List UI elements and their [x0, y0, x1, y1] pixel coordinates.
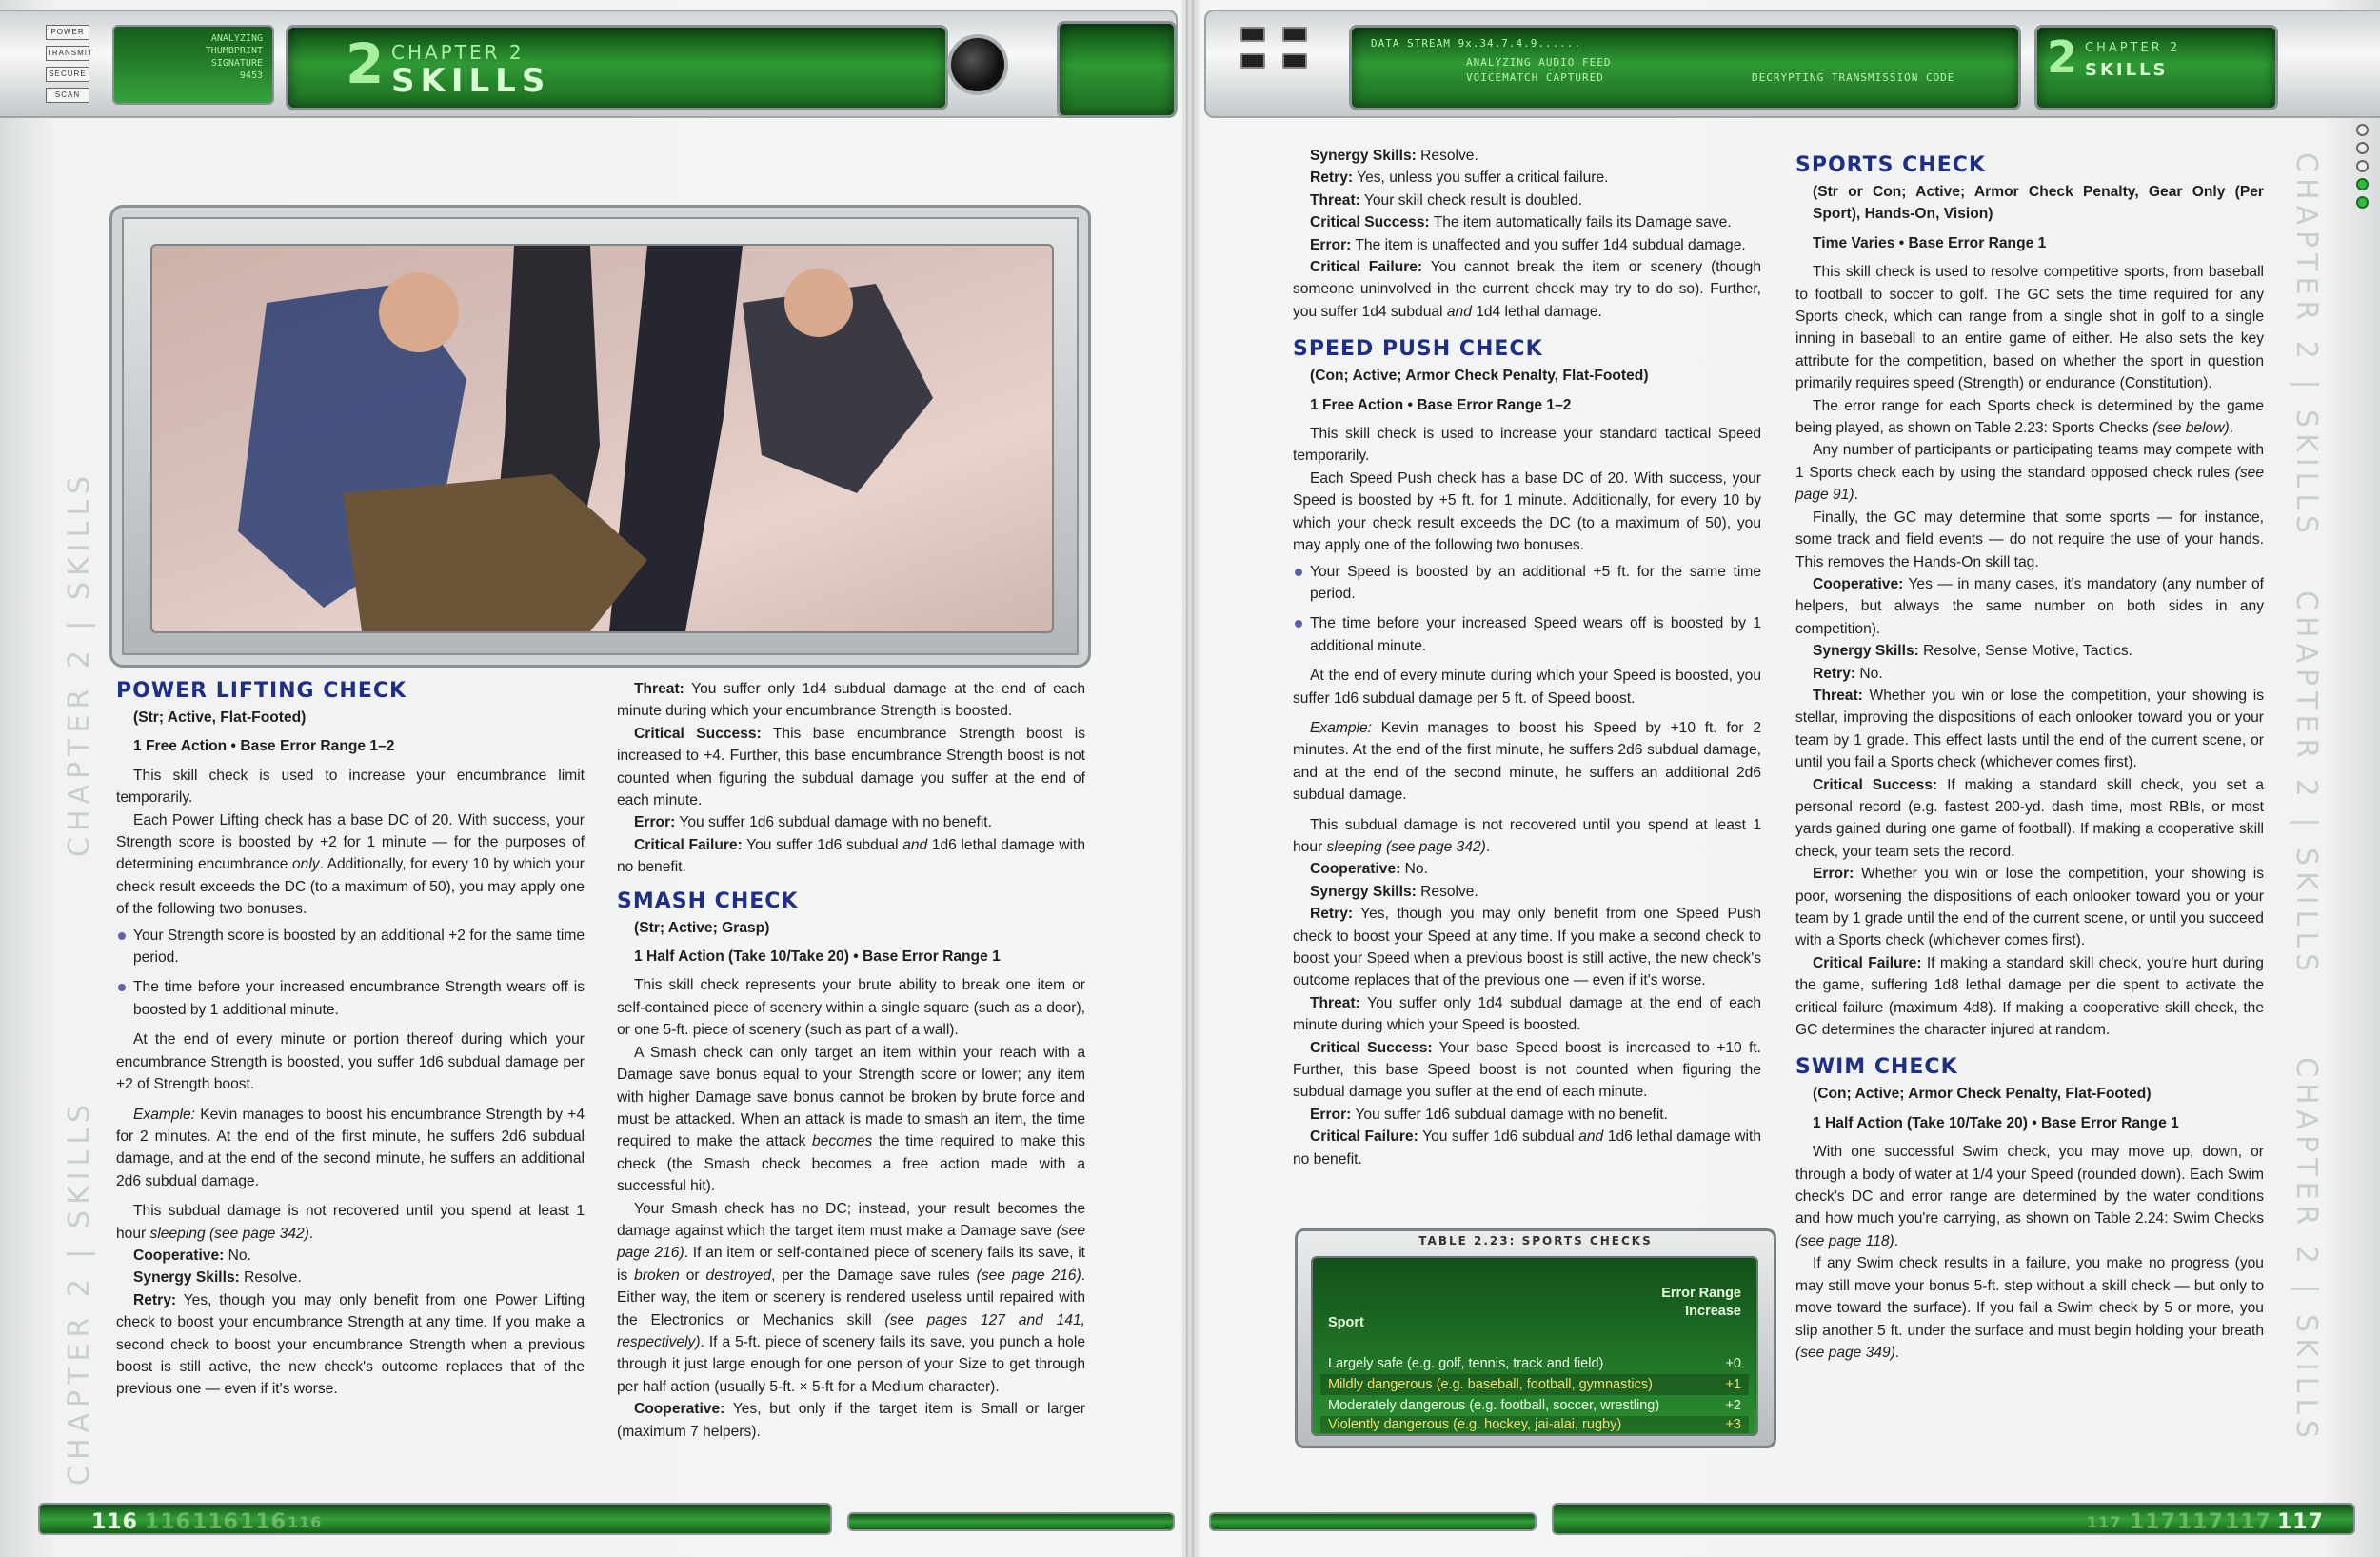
paragraph: Each Power Lifting check has a base DC of 20. With success, your Strength score is boosted by +2 for 1 minute — for the purposes of determining encumbrance only. Additionally, for every 10 by which your check result exceeds the DC (to a maximum of 50), you may apply one of the following two bonuses. — [116, 811, 585, 918]
error-line: Error: You suffer 1d6 subdual damage with no benefit. — [634, 814, 992, 831]
critical-failure-line: Critical Failure: You suffer 1d6 subdual and 1d6 lethal damage with no benefit. — [1293, 1128, 1761, 1168]
paragraph: Each Speed Push check has a base DC of 20. With success, your Speed is boosted by +5 ft. for 1 minute. Additionally, for every 10 by which your check result exceeds the DC (to a maximum of 50), you may apply one of the following two bonuses. — [1293, 469, 1761, 554]
left-chapter-banner — [286, 25, 948, 110]
table-body — [1311, 1256, 1758, 1436]
lens-icon — [947, 34, 1008, 95]
sports-tags: (Str or Con; Active; Armor Check Penalty, Gear Only (Per Sport), Hands-On, Vision) — [1813, 184, 2264, 223]
port-icon — [1282, 53, 1307, 69]
port-icon — [1240, 53, 1265, 69]
retry-line: Retry: Yes, though you may only benefit from one Speed Push check to boost your Speed at any time. If you make a second check to boost your Speed when a previous boost is still active, the new check's outcome replaces that of the previous one — even if it's worse. — [1293, 906, 1761, 989]
list-item: The time before your increased encumbrance Strength wears off is boosted by 1 additional minute. — [116, 976, 585, 1021]
page-number: 116 — [91, 1510, 138, 1534]
table-row: Violently dangerous (e.g. hockey, jai-alai, rugby) +3 — [1320, 1416, 1749, 1433]
status-lights — [2353, 124, 2370, 214]
illustration — [150, 244, 1054, 633]
paragraph: This skill check is used to increase your standard tactical Speed temporarily. — [1293, 426, 1761, 465]
swim-heading: SWIM CHECK — [1795, 1055, 1958, 1080]
cooperative-line: Cooperative: Yes, but only if the target item is Small or larger (maximum 7 helpers). — [617, 1401, 1085, 1440]
left-side-text: CHAPTER 2 | SKILLS — [63, 1098, 96, 1486]
page-number: 117 — [2277, 1510, 2324, 1534]
right-side-text: CHAPTER 2 | SKILLS — [2290, 590, 2323, 978]
right-page-bar — [1552, 1503, 2355, 1535]
port-icon — [1282, 27, 1307, 42]
power-lifting-tags: (Str; Active, Flat-Footed) — [133, 709, 307, 726]
status-light — [2356, 142, 2369, 154]
column-1 — [116, 678, 585, 1401]
scan-line-1: ANALYZING — [210, 33, 263, 44]
paragraph: With one successful Swim check, you may move up, down, or through a body of water at 1/4 your Speed (rounded down). Each Swim check's DC and error range are determined by the water conditions and how much you're carrying, as shown on Table 2.24: Swim Checks (see page 118). — [1795, 1144, 2264, 1249]
critical-failure-line: Critical Failure: You cannot break the item or scenery (though someone uninvolved in the current check may try to do so). Further, you suffer 1d4 subdual and 1d4 lethal damage. — [1293, 259, 1761, 320]
threat-line: Threat: You suffer only 1d4 subdual damage at the end of each minute during which your encumbrance Strength is boosted. — [617, 681, 1085, 720]
port-icon — [1240, 27, 1265, 42]
scan-line-3: SIGNATURE — [210, 58, 263, 69]
scan-line-2: THUMBPRINT — [205, 46, 263, 56]
threat-line: Threat: Your skill check result is doubled. — [1310, 191, 1583, 209]
status-light — [2356, 196, 2369, 209]
speed-push-tags: (Con; Active; Armor Check Penalty, Flat-Footed) — [1310, 368, 1649, 385]
threat-line: Threat: Whether you win or lose the competition, your showing is stellar, improving the dispositions of each onlooker toward you or your team by 1 grade. This effect lasts until the end of the current scene, or until you fail a Sports check (whichever comes first). — [1795, 687, 2264, 771]
chapter-number: 2 — [2047, 31, 2078, 83]
sports-checks-table — [1295, 1228, 1776, 1448]
critical-failure-line: Critical Failure: If making a standard skill check, you're hurt during the game, suffering 1d8 lethal damage per die spent to activate the critical failure (maximum 4d8). If making a cooperative skill check, the GC determines the character injured at random. — [1795, 954, 2264, 1039]
retry-line: Retry: Yes, unless you suffer a critical failure. — [1310, 170, 1609, 187]
chapter-title: SKILLS — [2085, 60, 2169, 80]
critical-success-line: Critical Success: If making a standard skill check, you set a personal record (e.g. fastest 200-yd. dash time, most RBIs, or most yards gained during one game of football). If making a cooperative skill check, your team sets the record. — [1795, 776, 2264, 860]
list-item: Your Strength score is boosted by an additional +2 for the same time period. — [116, 925, 585, 969]
scan-line-4: 9453 — [239, 70, 263, 81]
left-page-bar — [38, 1503, 832, 1535]
status-light — [2356, 124, 2369, 136]
paragraph: Your Smash check has no DC; instead, your result becomes the damage against which the target item must make a Damage save (see page 216). If an item or self-contained piece of scenery fails its save, it is broken or destroyed, per the Damage save rules (see page 216). Either way, the item or scenery is rendered useless until repaired with the Electronics or Mechanics skill (see pages 127 and 141, respectively). If a 5-ft. piece of scenery fails its save, you punch a hole through it just large enough for one person of your Size to get through per half action (usually 5-ft. × 5-ft for a Medium character). — [617, 1200, 1086, 1395]
critical-failure-line: Critical Failure: You suffer 1d6 subdual and 1d6 lethal damage with no benefit. — [617, 836, 1085, 876]
portrait-screen — [1057, 21, 1177, 118]
synergy-line: Synergy Skills: Resolve. — [1310, 883, 1478, 900]
data-stream-banner — [1349, 25, 2021, 110]
error-line: Error: The item is unaffected and you suffer 1d4 subdual damage. — [1310, 236, 1746, 253]
page-number-echo: 117 — [2130, 1510, 2176, 1534]
stream-line-1: DATA STREAM 9x.34.7.4.9...... — [1371, 37, 1582, 50]
stream-line-4: DECRYPTING TRANSMISSION CODE — [1752, 71, 1955, 84]
sports-action: Time Varies • Base Error Range 1 — [1813, 234, 2047, 251]
column-header-sport: Sport — [1328, 1315, 1364, 1330]
critical-success-line: Critical Success: Your base Speed boost is increased to +10 ft. Further, this base Speed boost is not counted when figuring the subdual damage you suffer at the end of each minute. — [1293, 1039, 1761, 1101]
paragraph: Finally, the GC may determine that some sports — for instance, some track and field events — do not require the use of your hands. This removes the Hands-On skill tag. — [1795, 509, 2264, 570]
chapter-number: 2 — [346, 31, 385, 96]
stream-line-2: ANALYZING AUDIO FEED — [1466, 56, 1612, 69]
chapter-label: CHAPTER 2 — [391, 41, 525, 64]
synergy-line: Synergy Skills: Resolve. — [1310, 148, 1478, 164]
status-light — [2356, 178, 2369, 190]
bonus-list — [116, 925, 585, 1022]
synergy-line: Synergy Skills: Resolve, Sense Motive, Tactics. — [1813, 643, 2132, 660]
power-lifting-heading: POWER LIFTING CHECK — [116, 679, 407, 703]
cooperative-line: Cooperative: Yes — in many cases, it's mandatory (any number of helpers, but always the same number on both sides in any competition). — [1795, 575, 2264, 637]
page-number-echo: 117 — [2177, 1510, 2224, 1534]
status-light — [2356, 160, 2369, 172]
critical-success-line: Critical Success: This base encumbrance Strength boost is increased to +4. Further, this base encumbrance Strength boost is not counted when figuring the subdual damage you suffer at the end of each minute. — [617, 725, 1085, 809]
page-number-echo: 117 — [2225, 1510, 2271, 1534]
error-line: Error: Whether you win or lose the competition, your showing is poor, worsening the dispositions of each onlooker toward you or your team by 1 grade until the end of the current scene, or until you succeed with a Sports check (whichever comes first). — [1795, 866, 2264, 949]
smash-tags: (Str; Active; Grasp) — [634, 919, 770, 936]
retry-line: Retry: Yes, though you may only benefit from one Power Lifting check to boost your encumbrance Strength at any time. If you make a second check to boost your encumbrance Strength when a previous boost is still active, the new check's outcome replaces that of the previous one — even if it's worse. — [116, 1291, 585, 1398]
table-row: Mildly dangerous (e.g. baseball, football, gymnastics) +1 — [1320, 1374, 1749, 1395]
paragraph: At the end of every minute during which your Speed is boosted, you suffer 1d6 subdual damage per 5 ft. of Speed boost. — [1293, 668, 1761, 707]
table-row: Largely safe (e.g. golf, tennis, track and field) +0 — [1328, 1356, 1741, 1371]
table-title: TABLE 2.23: SPORTS CHECKS — [1418, 1234, 1653, 1248]
chapter-title: SKILLS — [391, 62, 551, 100]
scan-button[interactable]: SCAN — [46, 88, 89, 103]
cooperative-line: Cooperative: No. — [133, 1247, 251, 1264]
bonus-list — [1293, 561, 1761, 658]
left-header — [0, 10, 1178, 118]
right-side-text: CHAPTER 2 | SKILLS — [2290, 152, 2323, 540]
paragraph: This subdual damage is not recovered until you spend at least 1 hour sleeping (see page 342). — [116, 1203, 585, 1242]
chapter-label: CHAPTER 2 — [2085, 41, 2181, 55]
paragraph: The error range for each Sports check is determined by the game being played, as shown on Table 2.23: Sports Checks (see below). — [1795, 397, 2264, 437]
swim-action: 1 Half Action (Take 10/Take 20) • Base Error Range 1 — [1813, 1114, 2179, 1131]
paragraph: This skill check is used to resolve competitive sports, from baseball to football to soccer to golf. The GC sets the time required for any Sports check, which can range from a single shot in golf to a single inning in baseball to an entire game of either. He also sets the key attribute for the competition, based on whether the sport in question primarily requires speed (Strength) or endurance (Constitution). — [1795, 264, 2264, 392]
speed-push-heading: SPEED PUSH CHECK — [1293, 337, 1543, 362]
power-button[interactable]: POWER — [46, 25, 89, 40]
list-item: Your Speed is boosted by an additional +5 ft. for the same time period. — [1293, 561, 1761, 606]
page-number-echo: 116 — [240, 1510, 287, 1534]
smash-heading: SMASH CHECK — [617, 888, 799, 913]
smash-action: 1 Half Action (Take 10/Take 20) • Base Error Range 1 — [634, 948, 1001, 966]
column-header-error-range: Error Range Increase — [1661, 1286, 1741, 1319]
thumbprint-scanner — [112, 25, 274, 105]
left-footer — [0, 1493, 1180, 1541]
paragraph: A Smash check can only target an item within your reach with a Damage save bonus equal to your Strength score or lower; any item with higher Damage save bonus cannot be broken by brute force and must be attacked. When an attack is made to smash an item, the time required to make the attack becomes the time required to make this check (the Smash check becomes a free action made with a successful hit). — [617, 1044, 1085, 1195]
power-lifting-action: 1 Free Action • Base Error Range 1–2 — [133, 738, 395, 755]
paragraph: At the end of every minute or portion thereof during which your encumbrance Strength is boosted, you suffer 1d6 subdual damage per +2 of Strength boost. — [116, 1031, 585, 1093]
speed-push-action: 1 Free Action • Base Error Range 1–2 — [1310, 396, 1572, 413]
column-4 — [1795, 152, 2264, 1364]
swim-tags: (Con; Active; Armor Check Penalty, Flat-Footed) — [1813, 1086, 2152, 1103]
paragraph: If any Swim check results in a failure, you make no progress (you may still move your bonus 5-ft. step without a skill check — but only to move toward the surface). If you fail a Swim check by 5 or more, you slip another 5 ft. under the surface and must begin holding your breath (see page 349). — [1795, 1255, 2264, 1361]
error-line: Error: You suffer 1d6 subdual damage with no benefit. — [1310, 1106, 1668, 1123]
right-side-text: CHAPTER 2 | SKILLS — [2290, 1057, 2323, 1445]
right-footer — [1200, 1493, 2380, 1541]
cooperative-line: Cooperative: No. — [1310, 861, 1428, 878]
threat-line: Threat: You suffer only 1d4 subdual damage at the end of each minute during which your Speed is boosted. — [1293, 994, 1761, 1034]
right-page-bar-small — [1209, 1512, 1537, 1531]
paragraph: This skill check is used to increase your encumbrance limit temporarily. — [116, 767, 585, 807]
retry-line: Retry: No. — [1813, 665, 1883, 682]
critical-success-line: Critical Success: The item automatically fails its Damage save. — [1310, 214, 1732, 231]
synergy-line: Synergy Skills: Resolve. — [133, 1269, 302, 1287]
table-row: Moderately dangerous (e.g. football, soccer, wrestling) +2 — [1328, 1398, 1741, 1413]
paragraph: This skill check represents your brute ability to break one item or self-contained piece of scenery within a single square (such as a door), or one 5-ft. piece of scenery (such as part of a wall). — [617, 977, 1085, 1039]
paragraph: Any number of participants or participating teams may compete with 1 Sports check each by using the standard opposed check rules (see page 91). — [1795, 442, 2264, 504]
stream-line-3: VOICEMATCH CAPTURED — [1466, 71, 1604, 84]
left-side-text: CHAPTER 2 | SKILLS — [63, 469, 96, 857]
column-3 — [1293, 145, 1761, 1170]
illustration-frame — [109, 205, 1091, 668]
page-number-echo: 116 — [288, 1513, 323, 1531]
fight-scene-illustration — [152, 246, 1052, 631]
left-page-bar-small — [847, 1512, 1175, 1531]
column-2 — [617, 678, 1085, 1443]
transmit-button[interactable]: TRANSMIT — [46, 46, 89, 61]
right-chapter-banner — [2034, 25, 2278, 110]
right-header — [1204, 10, 2380, 118]
page-gutter — [1186, 0, 1194, 1557]
example-paragraph: Example: Kevin manages to boost his Speed by +10 ft. for 2 minutes. At the end of the first minute, he suffers 2d6 subdual damage, and at the end of the second minute, he suffers an additional 2d6 subdual damage. — [1293, 719, 1761, 804]
example-paragraph: Example: Kevin manages to boost his encumbrance Strength by +4 for 2 minutes. At the end of the first minute, he suffers 2d6 subdual damage, and at the end of the second minute, he suffers an additional 2d6 subdual damage. — [116, 1106, 585, 1189]
page-number-echo: 116 — [145, 1510, 191, 1534]
sports-heading: SPORTS CHECK — [1795, 153, 1986, 177]
page-number-echo: 116 — [192, 1510, 239, 1534]
secure-button[interactable]: SECURE — [46, 67, 89, 82]
paragraph: This subdual damage is not recovered until you spend at least 1 hour sleeping (see page 342). — [1293, 816, 1761, 855]
page-number-echo: 117 — [2087, 1513, 2122, 1531]
list-item: The time before your increased Speed wears off is boosted by 1 additional minute. — [1293, 612, 1761, 657]
